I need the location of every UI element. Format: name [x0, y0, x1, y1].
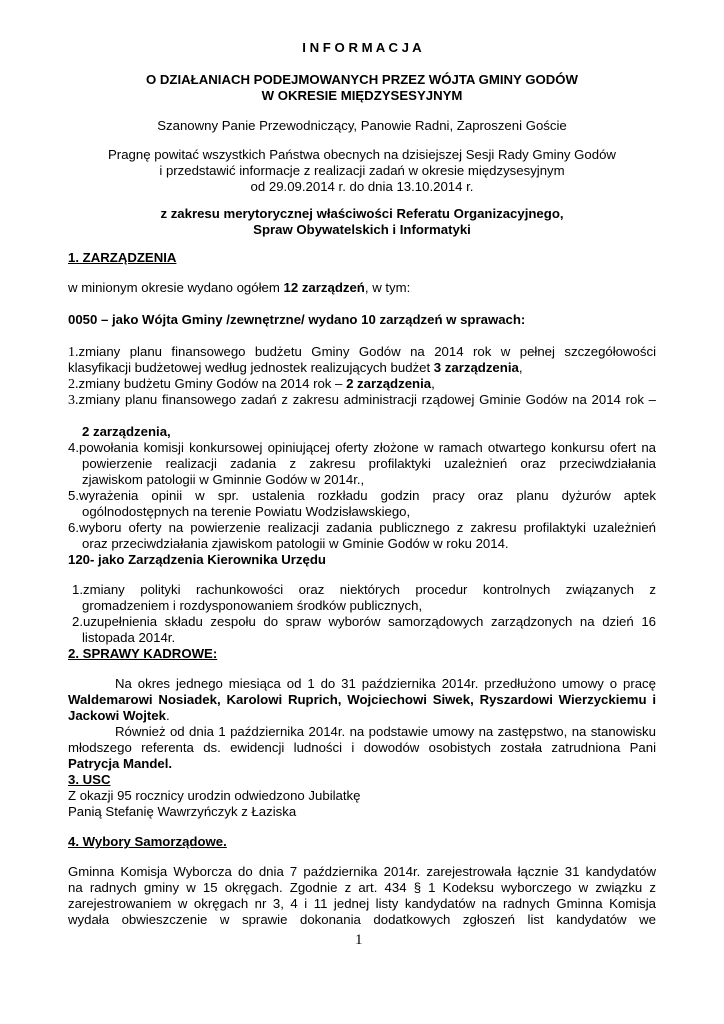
section-1-subheading: 0050 – jako Wójta Gminy /zewnętrzne/ wydano 10 zarządzeń w sprawach:	[68, 312, 526, 327]
kadry-para2-line1: Również od dnia 1 października 2014r. na podstawie umowy na zastępstwo, na stanowisku	[115, 724, 656, 739]
kierownik-item-2-line2: listopada 2014r.	[82, 630, 176, 645]
section-3-heading: 3. USC	[68, 772, 111, 787]
document-subtitle-line1: O DZIAŁANIACH PODEJMOWANYCH PRZEZ WÓJTA GMINY GODÓW	[145, 72, 578, 87]
list-item-2-number: 2.	[68, 377, 79, 392]
list-item-4-line3: zjawiskom patologii w Gminnie Godów w 2014r.,	[82, 472, 365, 487]
scope-line2: Spraw Obywatelskich i Informatyki	[253, 222, 471, 237]
list-item-3-line1: 3.zmiany planu finansowego zadań z zakresu administracji rządowej Gminie Godów na 2014 rok –	[68, 392, 656, 408]
list-item-1-line2: klasyfikacji budżetowej według jednostek realizujących budżet 3 zarządzenia,	[68, 360, 523, 375]
list-item-1-line1: 1.zmiany planu finansowego budżetu Gminy Godów na 2014 rok w pełnej szczegółowości	[68, 344, 656, 360]
list-item-3-number: 3.	[68, 393, 79, 408]
usc-line1: Z okazji 95 rocznicy urodzin odwiedzono Jubilatkę	[68, 788, 361, 803]
list-item-3-line2: 2 zarządzenia,	[82, 424, 171, 439]
wybory-line2: na radnych gminy w 15 okręgach. Zgodnie z art. 434 § 1 Kodeksu wyborczego w związku z	[68, 880, 656, 895]
list-item-4-line1: 4.powołania komisji konkursowej opiniującej oferty złożone w ramach otwartego konkursu ofert na	[68, 440, 656, 455]
list-item-6-line1: 6.wyboru oferty na powierzenie realizacji zadania publicznego z zakresu profilaktyki uzależnień	[68, 520, 656, 535]
kadry-para1-line2: Waldemarowi Nosiadek, Karolowi Ruprich, Wojciechowi Siwek, Ryszardowi Wierzyckiemu i	[68, 692, 656, 707]
wybory-line1: Gminna Komisja Wyborcza do dnia 7 października 2014r. zarejestrowała łącznie 31 kandydatów	[68, 864, 656, 879]
wybory-line4: wydała obwieszczenie w sprawie dokonania dodatkowych zgłoszeń list kandydatów we	[68, 912, 656, 927]
list-item-2: 2.zmiany budżetu Gminy Godów na 2014 rok – 2 zarządzenia,	[68, 376, 435, 392]
kadry-para2-line3: Patrycja Mandel.	[68, 756, 173, 771]
kierownik-heading: 120- jako Zarządzenia Kierownika Urzędu	[68, 552, 326, 567]
section-1-heading: 1. ZARZĄDZENIA	[68, 250, 177, 265]
greeting: Szanowny Panie Przewodniczący, Panowie Radni, Zaproszeni Goście	[157, 118, 567, 133]
kierownik-item-1-line2: gromadzeniem i rozdysponowaniem środków publicznych,	[82, 598, 423, 613]
section-2-heading: 2. SPRAWY KADROWE:	[68, 646, 218, 661]
scope-line1: z zakresu merytorycznej właściwości Referatu Organizacyjnego,	[160, 206, 564, 221]
list-item-5-line1: 5.wyrażenia opinii w spr. ustalenia rozkładu godzin pracy oraz planu dyżurów aptek	[68, 488, 656, 503]
kierownik-item-2-line1: 2.uzupełnienia składu zespołu do spraw wyborów samorządowych zarządzonych na dzień 16	[72, 614, 656, 629]
section-4-heading: 4. Wybory Samorządowe.	[68, 834, 227, 849]
list-item-6-line2: oraz przeciwdziałania zjawiskom patologii w Gminie Godów w roku 2014.	[82, 536, 509, 551]
intro-line2: i przedstawić informacje z realizacji zadań w okresie międzysesyjnym	[159, 163, 565, 178]
intro-line1: Pragnę powitać wszystkich Państwa obecnych na dzisiejszej Sesji Rady Gminy Godów	[108, 147, 616, 162]
list-item-1-number: 1.	[68, 345, 79, 360]
list-item-5-line2: ogólnodostępnych na terenie Powiatu Wodzisławskiego,	[82, 504, 411, 519]
kadry-para1-line3: Jackowi Wojtek.	[68, 708, 170, 723]
kierownik-item-1-line1: 1.zmiany polityki rachunkowości oraz niektórych procedur kontrolnych związanych z	[72, 582, 656, 597]
section-1-summary: w minionym okresie wydano ogółem 12 zarządzeń, w tym:	[68, 280, 411, 295]
usc-line2: Panią Stefanię Wawrzyńczyk z Łaziska	[68, 804, 297, 819]
page-number: 1	[355, 932, 363, 948]
document-subtitle-line2: W OKRESIE MIĘDZYSESYJNYM	[261, 88, 463, 103]
list-item-4-line2: powierzenie realizacji zadania z zakresu profilaktyki uzależnień oraz przeciwdziałania	[82, 456, 656, 471]
kadry-para1-line1: Na okres jednego miesiąca od 1 do 31 października 2014r. przedłużono umowy o pracę	[115, 676, 656, 691]
kadry-para2-line2: młodszego referenta ds. ewidencji ludności i dowodów osobistych została zatrudniona Pani	[68, 740, 656, 755]
document-title: I N F O R M A C J A	[302, 40, 422, 55]
intro-line3: od 29.09.2014 r. do dnia 13.10.2014 r.	[250, 179, 474, 194]
wybory-line3: zarejestrowaniem w okręgach nr 3, 4 i 11 jednej listy kandydatów na radnych Gminna Komisja	[68, 896, 656, 911]
